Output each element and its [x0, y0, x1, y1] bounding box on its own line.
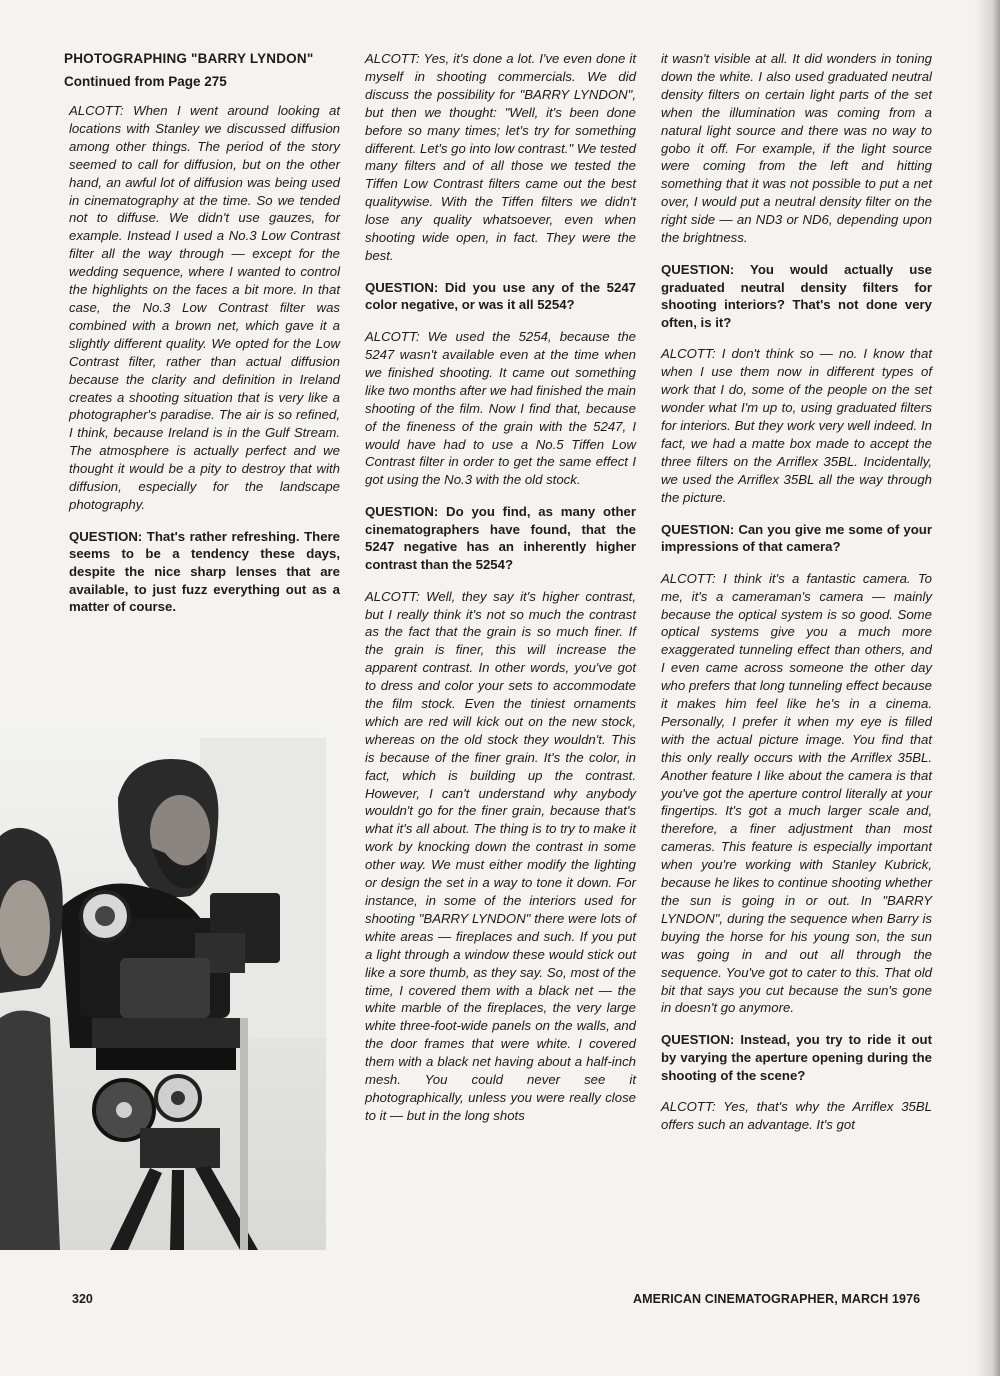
page-number: 320 [72, 1292, 93, 1306]
answer-paragraph: ALCOTT: I think it's a fantastic camera. To me, it's a cameraman's camera — mainly because the optical system is so good. Some optical systems give you a much more exaggerated tunneling effect than others, and I even came across someone the other day who prefers that long tunneling effect because it makes him feel like he's in a cinema. Personally, I prefer it when my eye is filled with the actual picture image. You find that this only really occurs with the Arriflex 35BL. Another feature I like about the camera is that you've got the aperture control literally at your fingertips. It's got a much larger scale and, therefore, a finer adjustment than most cameras. This feature is especially important when you're working with Stanley Kubrick, because he likes to continue shooting whether the sun is going in or out. In "BARRY LYNDON", during the sequence when Barry is buying the horse for his young son, the sun was going in and out all through the sequence. You've got to cater to this. That old bit that says you cut because the sun's gone in doesn't go anymore. [661, 570, 932, 1016]
question-paragraph: QUESTION: Do you find, as many other cinematographers have found, that the 5247 negative has an inherently higher contrast than the 5254? [365, 504, 636, 572]
continued-note: Continued from Page 275 [64, 74, 227, 89]
answer-paragraph: ALCOTT: We used the 5254, because the 5247 wasn't available even at the time when we finished shooting. It came out something like two months after we had finished the main shooting of the film. Now I find that, because of the fineness of the grain with the 5247, I would have had to use a No.5 Tiffen Low Contrast filter in order to get the same effect I got using the No.3 with the old stock. [365, 329, 636, 488]
answer-paragraph: ALCOTT: Well, they say it's higher contrast, but I really think it's not so much the contrast as the fact that the grain is so much finer. If the grain is finer, this will increase the apparent contrast. In other words, you've got to dress and color your sets to accommodate the film stock. Even the tiniest ornaments which are red will kick out on the new stock, whereas on the old stock they wouldn't. This is because of the finer grain. It's the color, in fact, which is building up the contrast. However, I can't understand why anybody wouldn't go for the finer grain, because that's what it's all about. The thing is to try to make it work by knocking down the contrast in some other way. We must either modify the lighting or design the set in a way to tone it down. For instance, in some of the interiors used for shooting "BARRY LYNDON" there were lots of white areas — fireplaces and such. If you put a light through a window these would stick out like a sore thumb, as they say. So, most of the time, I covered them with a black net — the white marble of the fireplaces, the very large white three-foot-wide panels on the walls, and the door frames that were white. I covered them with a black net having about a half-inch mesh. You could never see it photographically, unless you were really close to it — but in the long shots [365, 588, 636, 1123]
answer-paragraph: ALCOTT: I don't think so — no. I know that when I use them now in different types of work that I do, some of the people on the set wonder what I'm up to, using graduated filters for interiors. But they work very well indeed. In fact, we had a matte box made to accept the three filters on the Arriflex 35BL. Incidentally, we used the Arriflex 35BL all the way through the picture. [661, 346, 932, 505]
question-paragraph: QUESTION: Can you give me some of your impressions of that camera? [661, 521, 932, 555]
answer-paragraph: ALCOTT: Yes, it's done a lot. I've even done it myself in shooting commercials. We did discuss the possibility for "BARRY LYNDON", but then we thought: "Well, it's been done before so many times; let's try for something different. Let's go into low contrast." We tested many filters and of all those we tested the Tiffen Low Contrast filters came out the best qualitywise. With the Tiffen filters we didn't lose any quality whatsoever, even when shooting wide open, in fact. They were the best. [365, 51, 636, 263]
column-2 [360, 50, 636, 1125]
column-3 [656, 50, 932, 1134]
question-paragraph: QUESTION: You would actually use graduated neutral density filters for shooting interiors? That's not done very often, is it? [661, 261, 932, 330]
camera-crew-photo [0, 718, 326, 1250]
page-edge-shadow [974, 0, 1000, 1376]
answer-paragraph: ALCOTT: Yes, that's why the Arriflex 35BL offers such an advantage. It's got [661, 1099, 932, 1133]
answer-paragraph: ALCOTT: When I went around looking at locations with Stanley we discussed diffusion among other things. The period of the story seemed to call for diffusion, but on the other hand, an awful lot of diffusion was being used in cinematography at the time. So we tended not to diffuse. We didn't use gauzes, for example. Instead I used a No.3 Low Contrast filter all the way through — except for the wedding sequence, where I wanted to control the highlights on the faces a bit more. In that case, the No.3 Low Contrast filter was combined with a brown net, which gave it a slightly different quality. We opted for the Low Contrast filter, rather than actual diffusion because the clarity and definition in Ireland creates a shooting situation that is very like a photographer's paradise. The air is so refined, I think, because Ireland is in the Gulf Stream. The atmosphere is actually perfect and we thought it would be a pity to destroy that with diffusion, especially for the landscape photography. [69, 103, 340, 512]
publication-line: AMERICAN CINEMATOGRAPHER, MARCH 1976 [633, 1292, 921, 1306]
question-paragraph: QUESTION: Did you use any of the 5247 color negative, or was it all 5254? [365, 279, 636, 313]
column-1 [64, 50, 340, 630]
question-paragraph: QUESTION: That's rather refreshing. There seems to be a tendency these days, despite the nice sharp lenses that are available, to just fuzz everything out as a matter of course. [69, 528, 340, 615]
question-paragraph: QUESTION: Instead, you try to ride it out by varying the aperture opening during the shooting of the scene? [661, 1032, 932, 1083]
article-heading: PHOTOGRAPHING "BARRY LYNDON" [64, 51, 314, 66]
answer-paragraph: it wasn't visible at all. It did wonders in toning down the white. I also used graduated neutral density filters on certain light parts of the set when the illumination was coming from a natural light source and there was no way to gobo it off. For example, if the light source were coming from the left and hitting something that it was not possible to put a net over, I would put a neutral density filter on the right side — an ND3 or ND6, depending upon the brightness. [661, 51, 932, 246]
photo-illustration [0, 718, 326, 1250]
